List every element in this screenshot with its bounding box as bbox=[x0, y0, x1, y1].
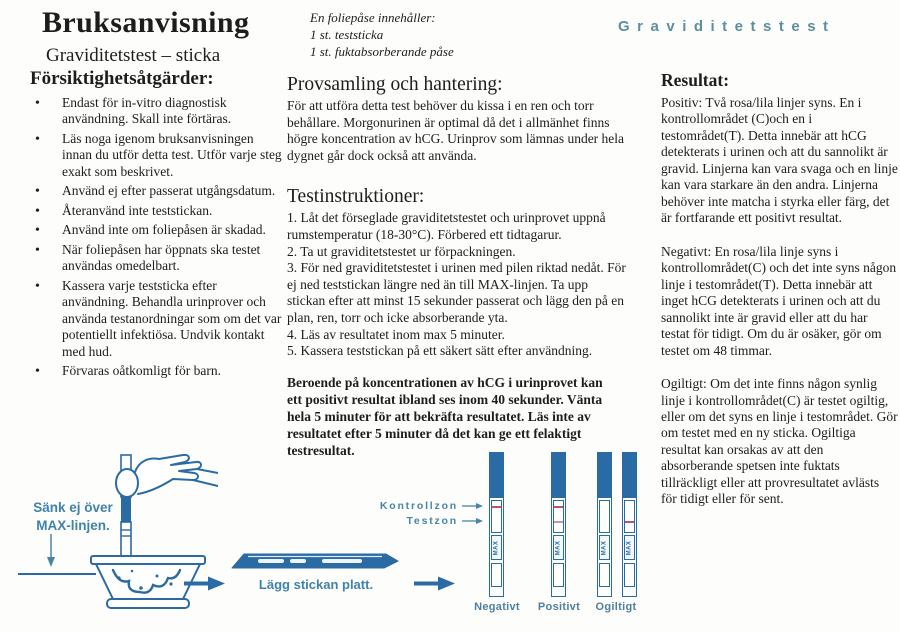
precaution-item: • Återanvänd inte teststickan. bbox=[32, 203, 284, 219]
package-contents-note bbox=[310, 10, 454, 61]
precaution-item: • Endast för in-vitro diagnostisk användning. Skall inte förtäras. bbox=[32, 95, 284, 128]
result-paragraph: Negativt: En rosa/lila linje syns i kontrollområdet(C) och det inte syns någon linje i testområdet(T). Detta innebär att inget hCG detekterats i urinen och att du sannolikt inte är gravid eller att du har testat för tidigt. Om du är osäker, gör om testet om 48 timmar. bbox=[661, 243, 897, 358]
strip-result-window bbox=[553, 500, 564, 533]
test-zone-label: Testzon bbox=[406, 515, 458, 527]
package-contents-line: 1 st. teststicka bbox=[310, 26, 384, 42]
test-strip-invalid-2 bbox=[622, 452, 637, 597]
test-line bbox=[554, 521, 563, 523]
instruction-step: 3. För ned graviditetstestet i urinen med pilen riktad nedåt. För ej ned teststickan längre ned än till MAX-linjen. Ta upp stickan efter att minst 15 sekunder passerat och lägg den på en plan, ren, torr och icke absorberande yta. bbox=[287, 260, 626, 325]
test-strip-negative bbox=[489, 452, 504, 597]
strip-label-negative: Negativt bbox=[474, 601, 520, 613]
strip-absorbent-tip bbox=[553, 563, 564, 587]
zone-pointer-arrow-icon bbox=[462, 502, 484, 510]
strip-max-zone bbox=[599, 535, 610, 560]
page-subtitle: Graviditetstest – sticka bbox=[46, 45, 221, 66]
precautions-heading: Försiktighetsåtgärder: bbox=[30, 68, 214, 89]
strip-max-label: MAX bbox=[555, 540, 562, 555]
strip-max-label: MAX bbox=[493, 540, 500, 555]
control-zone-label: Kontrollzon bbox=[379, 500, 458, 512]
strip-max-zone bbox=[491, 535, 502, 560]
strip-max-zone bbox=[553, 535, 564, 560]
strip-handle bbox=[623, 453, 636, 498]
precautions-list bbox=[32, 95, 284, 383]
precaution-item: • Använd ej efter passerat utgångsdatum. bbox=[32, 183, 284, 199]
arrow-right-icon bbox=[182, 576, 226, 591]
instruction-step: 5. Kassera teststickan på ett säkert sätt efter användning. bbox=[287, 343, 593, 359]
precaution-item: • Kassera varje teststicka efter användning. Behandla urinprover och använda testanordningar som om det var potentiellt infektiösa. Undvik kontakt med hud. bbox=[32, 278, 284, 360]
strip-handle bbox=[490, 453, 503, 498]
sampling-heading: Provsamling och hantering: bbox=[287, 74, 503, 95]
instruction-steps bbox=[287, 210, 627, 359]
control-line bbox=[492, 506, 501, 508]
strip-absorbent-tip bbox=[624, 563, 635, 587]
precaution-item: • När foliepåsen har öppnats ska testet användas omedelbart. bbox=[32, 242, 284, 275]
instruction-step: 4. Läs av resultatet inom max 5 minuter. bbox=[287, 326, 505, 342]
dip-caption-line: MAX-linjen. bbox=[36, 518, 110, 534]
instruction-step: 2. Ta ut graviditetstestet ur förpackningen. bbox=[287, 243, 516, 259]
package-contents-line: 1 st. fuktabsorberande påse bbox=[310, 43, 454, 59]
test-strip-positive bbox=[551, 452, 566, 597]
result-paragraph: Ogiltigt: Om det inte finns någon synlig linje i kontrollområdet(C) är testet ogiltig, eller om det syns en linje i testområdet. Gör om testet med en ny sticka. Ogiltiga resultat kan orsakas av att den absorberande spetsen inte fuktats tillräckligt eller att provresultatet avlästs för tidigt eller för sent. bbox=[661, 376, 898, 507]
instruction-step: 1. Låt det förseglade graviditetstestet och urinprovet uppnå rumstemperatur (18-30°C). Förbered ett tidtagarur. bbox=[287, 210, 606, 242]
strip-result-window bbox=[624, 500, 635, 533]
brand-wordmark: Graviditetstest bbox=[618, 18, 836, 35]
instructions-heading: Testinstruktioner: bbox=[287, 186, 425, 208]
strip-handle bbox=[598, 453, 611, 498]
strip-absorbent-tip bbox=[491, 563, 502, 587]
strip-absorbent-tip bbox=[599, 563, 610, 587]
lay-flat-caption: Lägg stickan platt. bbox=[258, 577, 374, 592]
precaution-item: • Förvaras oåtkomligt för barn. bbox=[32, 363, 284, 379]
flat-stick-illustration bbox=[228, 549, 400, 575]
strip-result-window bbox=[491, 500, 502, 533]
precaution-item: • Använd inte om foliepåsen är skadad. bbox=[32, 222, 284, 238]
strip-label-positive: Positivt bbox=[537, 601, 581, 613]
test-strip-invalid-1 bbox=[597, 452, 612, 597]
strip-max-zone bbox=[624, 535, 635, 560]
arrow-down-icon bbox=[46, 534, 56, 568]
page-title: Bruksanvisning bbox=[42, 6, 250, 39]
precaution-item: • Läs noga igenom bruksanvisningen innan du utför detta test. Utför varje steg exakt som beskrivet. bbox=[32, 131, 284, 180]
strip-handle bbox=[552, 453, 565, 498]
middle-column bbox=[287, 74, 627, 472]
strip-label-invalid: Ogiltigt bbox=[595, 601, 637, 613]
package-contents-line: En foliepåse innehåller: bbox=[310, 10, 436, 25]
zone-pointer-arrow-icon bbox=[462, 517, 484, 525]
test-line bbox=[625, 521, 634, 523]
strip-max-label: MAX bbox=[626, 540, 633, 555]
arrow-right-icon bbox=[412, 576, 456, 591]
strip-max-label: MAX bbox=[601, 540, 608, 555]
instructions-warning: Beroende på koncentrationen av hCG i urinprovet kan ett positivt resultat ibland ses inom 40 sekunder. Vänta hela 5 minuter för att bekräfta resultatet. Läs inte av resultatet efter 5 minuter då det kan ge ett felaktigt testresultat. bbox=[287, 374, 603, 458]
control-line bbox=[554, 506, 563, 508]
results-column bbox=[661, 70, 898, 525]
strip-result-window bbox=[599, 500, 610, 533]
results-heading: Resultat: bbox=[661, 70, 730, 90]
sampling-body: För att utföra detta test behöver du kissa i en ren och torr behållare. Morgonurinen är optimal då det i allmänhet finns högre koncentration av hCG. Urinprov som lämnas under hela dygnet går dock också att använda. bbox=[287, 98, 625, 163]
dip-caption-line: Sänk ej över bbox=[33, 500, 113, 515]
result-paragraph: Positiv: Två rosa/lila linjer syns. En i kontrollområdet (C)och en i testområdet(T). Detta innebär att hCG detekterats i urinen och att du sannolikt är gravid. Linjerna kan vara svaga och en linje kan vara starkare än den andra. Linjerna behöver inte matcha i styrka eller färg, det är fortfarande ett positivt resultat. bbox=[661, 95, 898, 226]
results-paragraphs bbox=[661, 95, 898, 508]
